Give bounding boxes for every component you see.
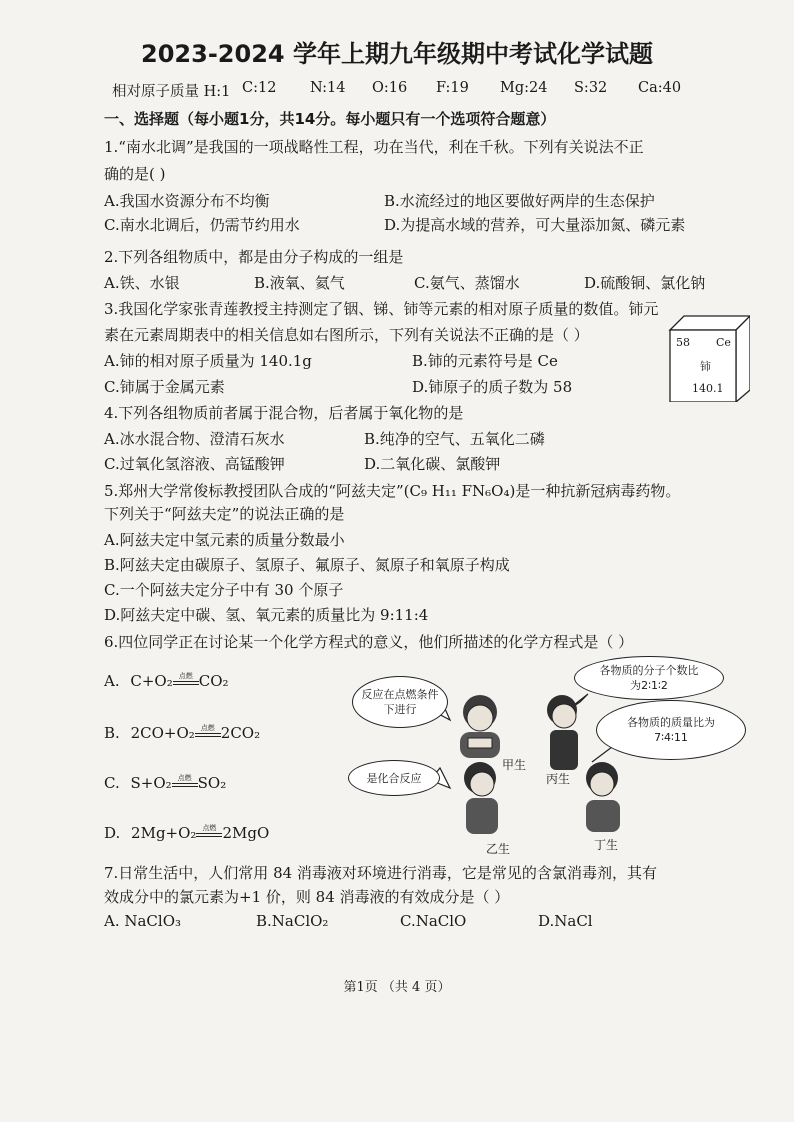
q6-c-right: SO₂ (197, 774, 227, 792)
element-symbol: Ce (716, 336, 731, 349)
page-footer: 第1页 （共 4 页） (343, 980, 451, 995)
q2-option-d: D.硫酸铜、氯化钠 (584, 274, 706, 292)
q4-option-b: B.纯净的空气、五氧化二磷 (364, 430, 545, 448)
q1-option-a: A.我国水资源分布不均衡 (104, 192, 270, 210)
q6-a-arrow (173, 671, 199, 685)
q6-d-arrow (196, 823, 222, 837)
mass-ca: Ca:40 (638, 80, 682, 96)
q6-a-label: A. (104, 672, 120, 690)
q2-option-c: C.氨气、蒸馏水 (414, 274, 520, 292)
q6-c-label: C. (104, 774, 120, 792)
mass-n: N:14 (310, 80, 346, 96)
q1-option-c: C.南水北调后，仍需节约用水 (104, 216, 300, 234)
q1-option-b: B.水流经过的地区要做好两岸的生态保护 (384, 192, 655, 210)
element-number: 58 (676, 336, 690, 349)
q7-stem: 7.日常生活中，人们常用 84 消毒液对环境进行消毒，它是常见的含氯消毒剂，其有 (104, 864, 657, 882)
bubble-bing: 各物质的分子个数比为2∶1∶2 (574, 656, 724, 700)
bubble-ding: 各物质的质量比为7∶4∶11 (596, 700, 746, 760)
q6-b-label: B. (104, 724, 120, 742)
cerium-element-card (670, 318, 742, 406)
mass-mg: Mg:24 (500, 80, 548, 96)
element-mass: 140.1 (692, 382, 724, 395)
q7-option-d: D.NaCl (538, 912, 593, 930)
q7-option-a: A. NaClO₃ (104, 912, 182, 930)
q6-a-left: C+O₂ (130, 672, 173, 690)
label-bing: 丙生 (546, 772, 571, 786)
q6-d-left: 2Mg+O₂ (131, 824, 197, 842)
q6-d-label: D. (104, 824, 121, 842)
bubble-jia: 反应在点燃条件下进行 (352, 676, 448, 728)
exam-title: 2023-2024 学年上期九年级期中考试化学试题 (141, 40, 653, 68)
q5-option-a: A.阿兹夫定中氢元素的质量分数最小 (104, 531, 345, 549)
student-jia-figure (460, 695, 500, 758)
q6-c-cond: 点燃 (177, 773, 192, 782)
bubble-yi: 是化合反应 (348, 760, 440, 796)
q6-option-b (104, 724, 260, 742)
student-bing-figure (547, 695, 578, 770)
q4-stem: 4.下列各组物质前者属于混合物，后者属于氧化物的是 (104, 404, 464, 422)
q6-stem: 6.四位同学正在讨论某一个化学方程式的意义，他们所描述的化学方程式是（ ） (104, 633, 634, 651)
q1-option-d: D.为提高水域的营养，可大量添加氮、磷元素 (384, 216, 686, 234)
mass-f: F:19 (436, 80, 469, 96)
mass-c: C:12 (242, 80, 277, 96)
mass-s: S:32 (574, 80, 608, 96)
q5-option-b: B.阿兹夫定由碳原子、氢原子、氟原子、氮原子和氧原子构成 (104, 556, 510, 574)
mass-o: O:16 (372, 80, 408, 96)
q6-option-d (104, 824, 269, 842)
q1-stem: 1.“南水北调”是我国的一项战略性工程，功在当代，利在千秋。下列有关说法不正 (104, 138, 644, 156)
q7-stem-cont: 效成分中的氯元素为+1 价，则 84 消毒液的有效成分是（ ） (104, 888, 510, 906)
q6-b-right: 2CO₂ (220, 724, 261, 742)
q3-stem: 3.我国化学家张青莲教授主持测定了铟、锑、铈等元素的相对原子质量的数值。铈元 (104, 300, 659, 318)
q3-stem-cont: 素在元素周期表中的相关信息如右图所示，下列有关说法不正确的是（ ） (104, 326, 589, 344)
label-ding: 丁生 (594, 838, 619, 852)
q6-b-left: 2CO+O₂ (130, 724, 195, 742)
q4-option-c: C.过氧化氢溶液、高锰酸钾 (104, 455, 285, 473)
atomic-masses (112, 80, 712, 101)
q4-option-d: D.二氧化碳、氯酸钾 (364, 455, 501, 473)
q5-option-c: C.一个阿兹夫定分子中有 30 个原子 (104, 581, 344, 599)
q6-option-c (104, 774, 226, 792)
q7-option-c: C.NaClO (400, 912, 467, 930)
label-yi: 乙生 (486, 842, 511, 856)
section-heading: 一、选择题（每小题1分，共14分。每小题只有一个选项符合题意） (104, 110, 556, 128)
q2-option-a: A.铁、水银 (104, 274, 180, 292)
q7-option-b: B.NaClO₂ (256, 912, 329, 930)
q3-option-c: C.铈属于金属元素 (104, 378, 225, 396)
q5-stem: 5.郑州大学常俊标教授团队合成的“阿兹夫定”(C₉ H₁₁ FN₆O₄)是一种抗新冠病毒药物。 (104, 482, 681, 500)
mass-h: 相对原子质量 H:1 (112, 84, 231, 100)
student-ding-figure (586, 762, 620, 832)
q5-option-d: D.阿兹夫定中碳、氢、氧元素的质量比为 9:11:4 (104, 606, 429, 624)
q2-option-b: B.液氧、氦气 (254, 274, 345, 292)
q6-c-arrow (172, 773, 198, 787)
q6-c-left: S+O₂ (130, 774, 172, 792)
q6-b-arrow (195, 723, 221, 737)
q6-b-cond: 点燃 (200, 723, 215, 732)
q6-d-right: 2MgO (222, 824, 270, 842)
q3-option-a: A.铈的相对原子质量为 140.1g (104, 352, 312, 370)
label-jia: 甲生 (502, 758, 527, 772)
q1-stem-cont: 确的是( ) (104, 165, 166, 183)
q6-option-a (104, 672, 229, 690)
q4-option-a: A.冰水混合物、澄清石灰水 (104, 430, 285, 448)
q6-d-cond: 点燃 (202, 823, 217, 832)
q6-a-cond: 点燃 (178, 671, 193, 680)
q6-a-right: CO₂ (198, 672, 229, 690)
element-name: 铈 (700, 360, 711, 373)
q3-option-b: B.铈的元素符号是 Ce (412, 352, 558, 370)
q2-stem: 2.下列各组物质中，都是由分子构成的一组是 (104, 248, 404, 266)
student-yi-figure (464, 762, 498, 834)
q3-option-d: D.铈原子的质子数为 58 (412, 378, 573, 396)
q5-stem-cont: 下列关于“阿兹夫定”的说法正确的是 (104, 505, 345, 523)
